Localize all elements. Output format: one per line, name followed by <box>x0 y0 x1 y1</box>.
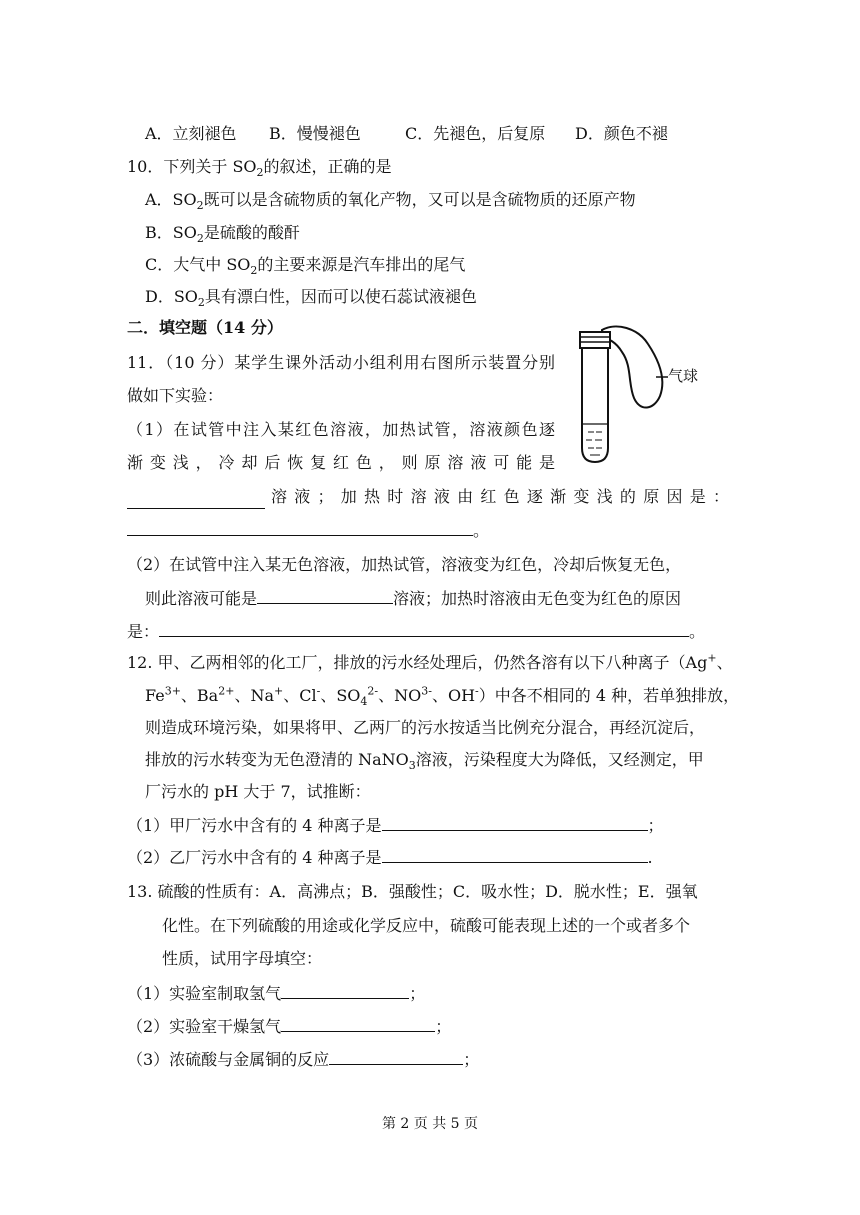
q11-part1-line3: 溶液；加热时溶液由红色逐渐变浅的原因是： <box>127 485 729 509</box>
section-title: 二．填空题（14 分） <box>127 318 283 337</box>
q13-part2: （2）实验室干燥氢气 ； <box>127 1014 451 1039</box>
q11-part2-line3: 是： 。 <box>127 619 705 644</box>
q12-line3: 则造成环境污染，如果将甲、乙两厂的污水按适当比例充分混合，再经沉淀后， <box>145 718 706 737</box>
q11-part1-line1: （1）在试管中注入某红色溶液，加热试管，溶液颜色逐 <box>127 420 555 439</box>
answer-blank[interactable] <box>127 491 265 509</box>
q10-option-a: A．$SO_2$既可以是含硫物质的氧化产物，又可以是含硫物质的还原产物 <box>145 190 636 213</box>
q10-option-b: B．$SO_2$是硫酸的酸酐 <box>145 223 300 246</box>
q11-line2: 做如下实验： <box>127 386 224 405</box>
q13-part1: （1）实验室制取氢气 ； <box>127 981 425 1006</box>
q10-option-c: C．大气中 $SO_2$的主要来源是汽车排出的尾气 <box>145 255 466 278</box>
q12-line4: 排放的污水转变为无色澄清的 NaNO$_3$溶液，污染程度大为降低，又经测定，甲 <box>145 750 704 773</box>
q9-option-d: D．颜色不褪 <box>575 124 668 143</box>
answer-blank[interactable] <box>127 518 473 536</box>
q13-line1: 13. 硫酸的性质有：A．高沸点；B．强酸性；C．吸水性；D．脱水性；E．强氧 <box>127 882 698 901</box>
q11-part1-line2: 渐变浅，冷却后恢复红色，则原溶液可能是 <box>127 453 555 472</box>
q12-part2: （2）乙厂污水中含有的 4 种离子是 . <box>127 845 653 870</box>
q13-line3: 性质，试用字母填空： <box>162 949 323 968</box>
q11-part2-line1: （2）在试管中注入某无色溶液，加热试管，溶液变为红色，冷却后恢复无色， <box>127 555 682 574</box>
q13-part3: （3）浓硫酸与金属铜的反应 ； <box>127 1047 479 1072</box>
q12-line2: $Fe^{3+}$、$Ba^{2+}$、Na+、Cl-、$SO_4^{2-}$、$NO^{3-}$、OH-）中各不相同的 4 种，若单独排放， <box>145 684 740 709</box>
q13-line2: 化性。在下列硫酸的用途或化学反应中，硫酸可能表现上述的一个或者多个 <box>162 916 691 935</box>
answer-blank[interactable] <box>159 619 689 637</box>
answer-blank[interactable] <box>382 813 648 831</box>
q12-line5: 厂污水的 pH 大于 7，试推断： <box>145 782 371 801</box>
q9-option-b: B．慢慢褪色 <box>269 124 361 143</box>
test-tube-icon <box>576 320 716 470</box>
q12-line1: 12. 甲、乙两相邻的化工厂，排放的污水经处理后，仍然各溶有以下八种离子（Ag+、 <box>127 651 733 672</box>
answer-blank[interactable] <box>257 586 393 604</box>
answer-blank[interactable] <box>281 981 409 999</box>
answer-blank[interactable] <box>329 1047 463 1065</box>
q12-part1: （1）甲厂污水中含有的 4 种离子是 ； <box>127 813 664 838</box>
answer-blank[interactable] <box>382 845 648 863</box>
q11-part1-line4: 。 <box>127 518 489 543</box>
q9-option-c: C．先褪色，后复原 <box>405 124 546 143</box>
q11-part2-line2: 则此溶液可能是 溶液；加热时溶液由无色变为红色的原因 <box>145 586 681 611</box>
figure-label: 气球 <box>668 367 699 385</box>
q9-option-a: A．立刻褪色 <box>145 124 237 143</box>
page-number: 第 2 页 共 5 页 <box>381 1116 479 1132</box>
q10-option-d: D．$SO_2$具有漂白性，因而可以使石蕊试液褪色 <box>145 287 477 310</box>
test-tube-balloon-figure <box>576 320 716 470</box>
q9-options <box>145 122 668 146</box>
q10-stem: 10．下列关于 $SO_2$的叙述，正确的是 <box>127 157 392 180</box>
q11-line1: 11．（10 分）某学生课外活动小组利用右图所示装置分别 <box>127 353 555 372</box>
answer-blank[interactable] <box>281 1014 435 1032</box>
